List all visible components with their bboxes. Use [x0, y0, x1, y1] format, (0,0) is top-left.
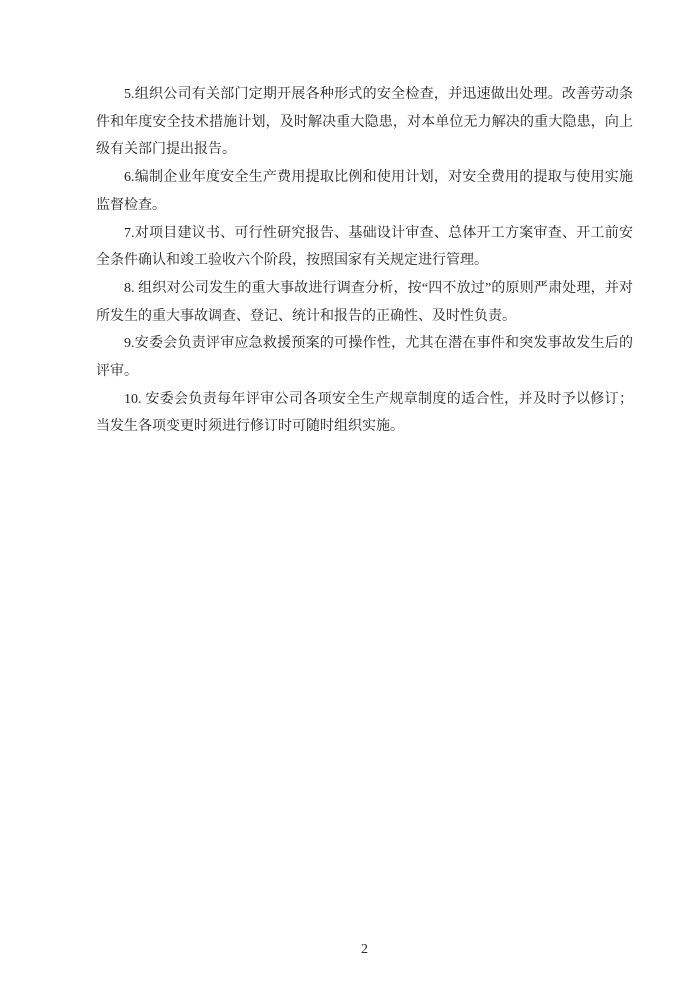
- page-number: 2: [361, 942, 368, 957]
- paragraph-item-6: 6.编制企业年度安全生产费用提取比例和使用计划，对安全费用的提取与使用实施监督检查。: [96, 170, 633, 213]
- paragraph-item-9: 9.安委会负责评审应急救援预案的可操作性，尤其在潜在事件和突发事故发生后的评审。: [96, 336, 633, 380]
- paragraph-item-10: 10. 安委会负责每年评审公司各项安全生产规章制度的适合性，并及时予以修订；当发生各项变更时须进行修订时可随时组织实施。: [96, 391, 633, 435]
- page-footer: [96, 940, 633, 960]
- document-body: [96, 81, 633, 441]
- paragraph-item-5: 5.组织公司有关部门定期开展各种形式的安全检查，并迅速做出处理。改善劳动条件和年度安全技术措施计划，及时解决重大隐患，对本单位无力解决的重大隐患，向上级有关部门提出报告。: [96, 87, 633, 158]
- paragraph-item-8: 8. 组织对公司发生的重大事故进行调查分析，按“四不放过”的原则严肃处理，并对所发生的重大事故调查、登记、统计和报告的正确性、及时性负责。: [96, 280, 633, 324]
- paragraph-item-7: 7.对项目建议书、可行性研究报告、基础设计审查、总体开工方案审查、开工前安全条件确认和竣工验收六个阶段，按照国家有关规定进行管理。: [96, 225, 633, 269]
